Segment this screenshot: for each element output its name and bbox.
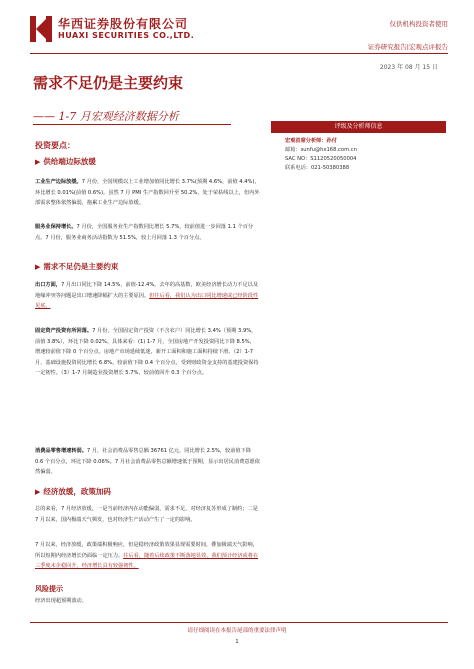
- footer-divider: [30, 622, 448, 623]
- risk-heading: 风险提示: [35, 585, 63, 593]
- triangle-bullet-icon: ▶: [35, 158, 41, 166]
- report-title: 需求不足仍是主要约束: [33, 74, 184, 92]
- report-subtitle: —— 1-7 月宏观经济数据分析: [33, 110, 179, 123]
- paragraph-industry: 工业生产边际放缓。7 月份，全国规模以上工业增加值同比增长 3.7%(预期 4.6%，前值 4.4%)，环比增长 0.01%(前值 0.6%)。虽然 7 月 PMI 生产指数回升至 50.2%，处于荣枯线以上，但内外部需求整体依然偏弱，拖累工业生产边际放缓。: [35, 179, 260, 206]
- section-heading-policy: ▶ 经济放缓，政策加码: [35, 487, 111, 496]
- brand-name-en: HUAXI SECURITIES CO.,LTD.: [58, 31, 195, 40]
- subtitle-underline: [33, 124, 231, 125]
- header-divider: [30, 53, 448, 54]
- analyst-phone: 联系电话：021-50380388: [285, 165, 350, 171]
- report-date: 2023 年 08 月 15 日: [379, 64, 438, 71]
- paragraph-investment: 固定资产投资有所回落。7 月份，全国固定资产投资（不含农户）同比增长 3.4%（预期 3.9%，前值 3.8%），环比下降 0.02%。具体来看：(1) 1-7 月，全国房地产开发投资同比下降 8.5%，增速较前值下降 0 个百分点。房地产市场延续低迷，新开工面积和施工面积持续下滑。（2）1-7 月，基础设施投资同比增长 6.8%，较前值下降 0.4 个百分点，受到财政资金支持的基建投资保持一定韧性。（3）1-7 月制造业投资增长 5.7%，较前值回升 0.3 个百分点。: [35, 328, 259, 376]
- analyst-sac-number: SAC NO：S1120520050004: [285, 156, 357, 162]
- paragraph-consumption: 消费品零售增速转弱。7 月，社会消费品零售总额 36761 亿元，同比增长 2.5%，较前值下降 0.6 个百分点，环比下降 0.06%。7 月社会消费品零售总额增速低于预期，显示出居民消费意愿依然偏弱。: [35, 448, 260, 475]
- triangle-bullet-icon: ▶: [35, 263, 41, 271]
- analyst-email[interactable]: 邮箱：sunfu@hx168.com.cn: [285, 147, 357, 153]
- paragraph-export: 出口方面，7 月出口同比下降 14.5%，前值-12.4%。去年的高基数，欧美经济增长动力不足以及地缘冲突等问题是出口增速降幅扩大的主要原因。但往后看，我们认为出口同比增速或已经阶段性见底。: [35, 282, 259, 309]
- risk-text: 经济出现超预期波动。: [35, 598, 87, 604]
- analyst-name: 宏观首席分析师：孙付: [285, 138, 337, 144]
- report-type: 证券研究报告|宏观点评报告: [367, 43, 448, 51]
- invest-points-heading: 投资要点：: [35, 141, 75, 150]
- paragraph-services: 服务业保持增长。7 月份，全国服务业生产指数同比增长 5.7%，较前值进一步回落 1.1 个百分点。7 月份，服务业商务活动指数为 51.5%，较上月回落 1.3 个百分点。: [35, 224, 254, 241]
- page-number: 1: [235, 639, 239, 645]
- analyst-info-panel: [271, 121, 446, 173]
- brand-name-cn: 华西证券股份有限公司: [58, 17, 189, 31]
- paragraph-outlook: 7 月以来，经济放缓，政策端积极响应，但是稳经济政策效果显现需要时间，叠加极端天气影响，所以短期内经济增长仍面临一定压力。往后看，随着后续政策不断落地显效，我们预计经济或将在三季度末企稳回升，经济增长具有较强韧性。: [35, 542, 259, 569]
- huaxi-logo-icon: [30, 16, 52, 42]
- triangle-bullet-icon: ▶: [35, 488, 41, 496]
- section-heading-supply: ▶ 供给端边际放缓: [35, 157, 96, 166]
- analyst-panel-heading: 评级及分析师信息: [271, 121, 446, 133]
- legal-notice: 请仔细阅读在本报告尾部的重要法律声明: [187, 628, 287, 634]
- audience-note: 仅供机构投资者使用: [389, 20, 448, 28]
- section-heading-demand: ▶ 需求不足仍是主要约束: [35, 262, 119, 271]
- paragraph-summary: 总的来看，7 月经济放缓，一是当前经济内在动能偏弱，需求不足，对经济复苏形成了制约；二是 7 月以来，国内极端天气频发，也对经济生产活动产生了一定的影响。: [35, 506, 258, 523]
